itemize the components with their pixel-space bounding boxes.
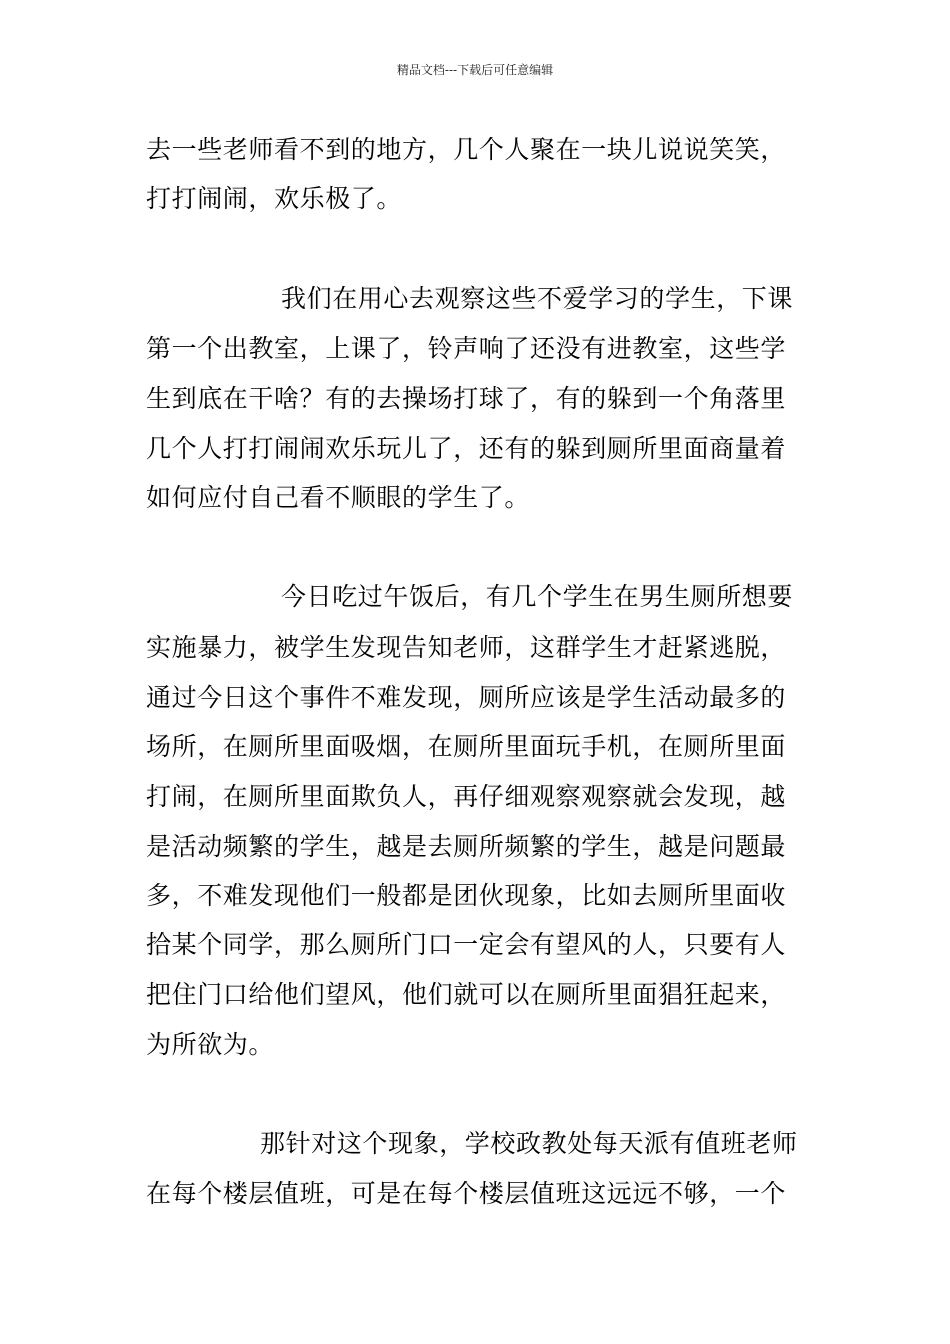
- paragraph-3-line-9: 把住门口给他们望风，他们就可以在厕所里面猖狂起来，: [146, 980, 787, 1009]
- paragraph-3-line-6: 是活动频繁的学生，越是去厕所频繁的学生，越是问题最: [146, 832, 787, 861]
- paragraph-3-line-3: 通过今日这个事件不难发现，厕所应该是学生活动最多的: [146, 683, 787, 712]
- paragraph-2-line-1: 我们在用心去观察这些不爱学习的学生，下课: [281, 284, 794, 313]
- paragraph-2-line-4: 几个人打打闹闹欢乐玩儿了，还有的躲到厕所里面商量着: [146, 434, 787, 463]
- paragraph-3-line-7: 多，不难发现他们一般都是团伙现象，比如去厕所里面收: [146, 881, 787, 910]
- paragraph-2-line-3: 生到底在干啥？有的去操场打球了，有的躲到一个角落里: [146, 384, 787, 413]
- paragraph-1-line-1: 去一些老师看不到的地方，几个人聚在一块儿说说笑笑，: [146, 135, 787, 164]
- paragraph-3-line-4: 场所，在厕所里面吸烟，在厕所里面玩手机，在厕所里面: [146, 732, 787, 761]
- paragraph-3-line-1: 今日吃过午饭后，有几个学生在男生厕所想要: [281, 582, 794, 611]
- paragraph-3-line-5: 打闹，在厕所里面欺负人，再仔细观察观察就会发现，越: [146, 782, 787, 811]
- paragraph-3-line-8: 拾某个同学，那么厕所门口一定会有望风的人，只要有人: [146, 930, 787, 959]
- paragraph-1-line-2: 打打闹闹，欢乐极了。: [146, 184, 403, 213]
- paragraph-3-line-10: 为所欲为。: [146, 1030, 275, 1059]
- paragraph-3-line-2: 实施暴力，被学生发现告知老师，这群学生才赶紧逃脱，: [146, 633, 787, 662]
- page-header: 精品文档---下载后可任意编辑: [396, 63, 554, 77]
- paragraph-4-line-1: 那针对这个现象，学校政教处每天派有值班老师: [260, 1129, 798, 1158]
- paragraph-2-line-5: 如何应付自己看不顺眼的学生了。: [146, 483, 531, 512]
- paragraph-2-line-2: 第一个出教室，上课了，铃声响了还没有进教室，这些学: [146, 334, 787, 363]
- paragraph-4-line-2: 在每个楼层值班，可是在每个楼层值班这远远不够，一个: [146, 1179, 787, 1208]
